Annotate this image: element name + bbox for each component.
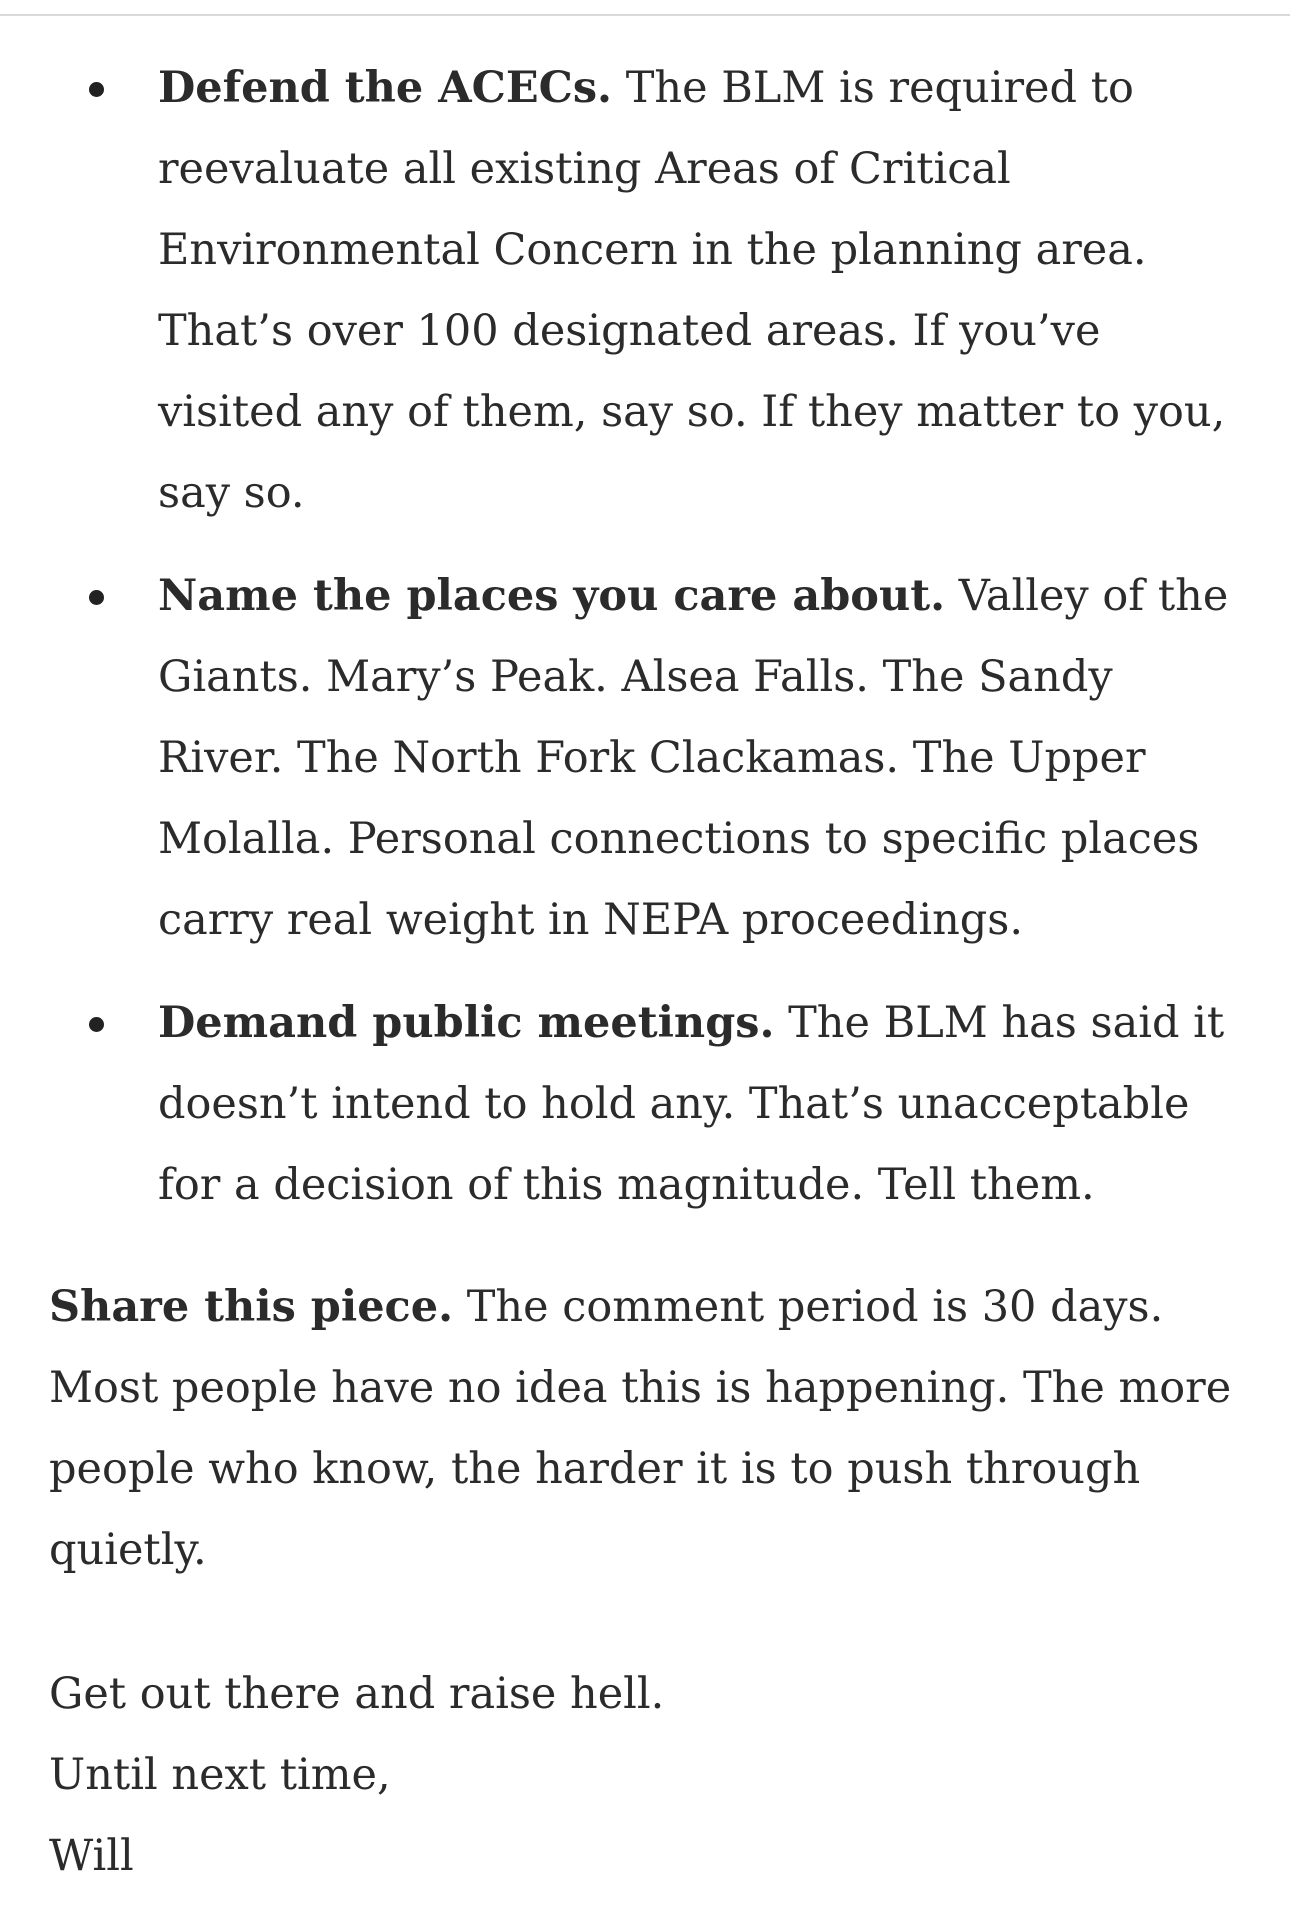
closing-block [49, 1654, 1249, 1897]
action-item-name-places [49, 556, 1249, 961]
action-text: Valley of the Giants. Mary’s Peak. Alsea Falls. The Sandy River. The North Fork Clackamas. The Upper Molalla. Personal connections to specific places carry real weight in NEPA proceedings. [158, 571, 1229, 945]
share-text: The comment period is 30 days. Most people have no idea this is happening. The more people who know, the harder it is to push through quietly. [49, 1282, 1232, 1575]
bullet-icon [89, 590, 104, 605]
action-item-demand-meetings [49, 983, 1249, 1226]
closing-line-1: Get out there and raise hell. [49, 1669, 665, 1719]
share-paragraph [49, 1267, 1249, 1591]
action-lead: Demand public meetings. [158, 998, 775, 1048]
top-divider [0, 14, 1290, 16]
action-item-defend-acecs [49, 48, 1249, 534]
share-lead: Share this piece. [49, 1282, 454, 1332]
article-body [49, 48, 1249, 1897]
bullet-icon [89, 1017, 104, 1032]
signature: Will [49, 1831, 134, 1881]
action-lead: Defend the ACECs. [158, 63, 613, 113]
closing-line-2: Until next time, [49, 1750, 391, 1800]
bullet-icon [89, 82, 104, 97]
action-lead: Name the places you care about. [158, 571, 946, 621]
action-list [49, 48, 1249, 1226]
action-text: The BLM is required to reevaluate all existing Areas of Critical Environmental Concern in the planning area. That’s over 100 designated areas. If you’ve visited any of them, say so. If they matter to you, say so. [158, 63, 1226, 518]
action-text: The BLM has said it doesn’t intend to hold any. That’s unacceptable for a decision of this magnitude. Tell them. [158, 998, 1225, 1210]
